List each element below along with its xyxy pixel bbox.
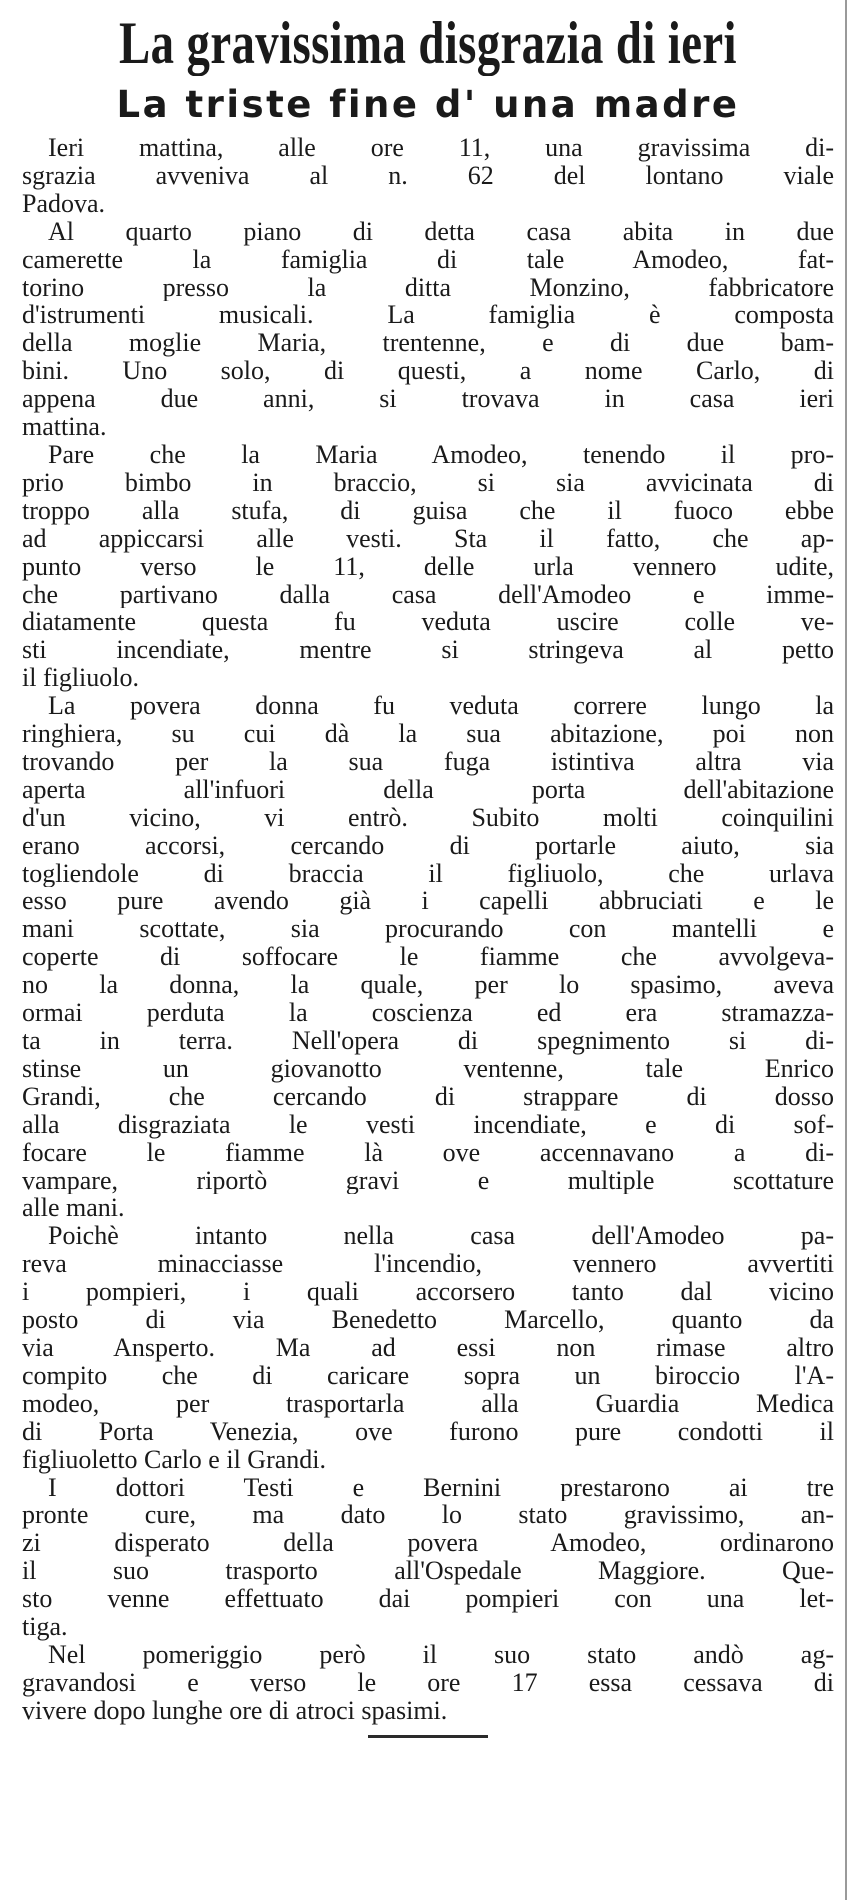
text-line: tiga. [22, 1613, 68, 1641]
text-line: alle mani. [22, 1194, 125, 1223]
text-line: d'istrumenti musicali. La famiglia è composta [22, 301, 834, 330]
article-paragraph [22, 1641, 834, 1725]
column-rule [845, 0, 847, 1900]
text-line: diatamente questa fu veduta uscire colle ve- [22, 608, 834, 637]
text-line: erano accorsi, cercando di portarle aiuto, sia [22, 831, 834, 860]
text-line: i pompieri, i quali accorsero tanto dal vicino [22, 1278, 834, 1307]
text-line: mattina. [22, 413, 107, 441]
text-line: ta in terra. Nell'opera di spegnimento si di- [22, 1027, 834, 1055]
text-line: aperta all'infuori della porta dell'abitazione [22, 775, 834, 804]
text-line: Grandi, che cercando di strappare di dosso [22, 1082, 834, 1111]
text-line: prio bimbo in braccio, si sia avvicinata di [22, 468, 834, 497]
text-line: Poichè intanto nella casa dell'Amodeo pa- [48, 1222, 834, 1251]
text-line: Pare che la Maria Amodeo, tenendo il pro- [48, 440, 834, 469]
article-paragraph [22, 1474, 834, 1641]
text-line: trovando per la sua fuga istintiva altra via [22, 747, 834, 776]
text-line: posto di via Benedetto Marcello, quanto da [22, 1306, 834, 1334]
text-line: camerette la famiglia di tale Amodeo, fat- [22, 245, 834, 274]
text-line: ringhiera, su cui dà la sua abitazione, poi non [22, 720, 834, 748]
newspaper-article [22, 0, 834, 1900]
article-paragraph [22, 218, 834, 441]
article-headline: La gravissima disgrazia di ieri [119, 10, 737, 76]
text-line: il suo trasporto all'Ospedale Maggiore. Que- [22, 1557, 834, 1586]
article-paragraph [22, 692, 834, 1222]
text-line: alla disgraziata le vesti incendiate, e di sof- [22, 1110, 834, 1139]
text-line: vivere dopo lunghe ore di atroci spasimi. [22, 1696, 448, 1725]
text-line: togliendole di braccia il figliuolo, che urlava [22, 859, 834, 888]
text-line: vampare, riportò gravi e multiple scottature [22, 1166, 834, 1195]
text-line: Ieri mattina, alle ore 11, una gravissima di- [48, 134, 834, 162]
text-line: reva minacciasse l'incendio, vennero avvertiti [22, 1250, 834, 1279]
text-line: appena due anni, si trovava in casa ieri [22, 385, 834, 414]
text-line: esso pure avendo già i capelli abbruciati e le [22, 887, 834, 916]
text-line: compito che di caricare sopra un biroccio l'A- [22, 1361, 834, 1390]
text-line: Nel pomeriggio però il suo stato andò ag- [48, 1640, 834, 1669]
text-line: il figliuolo. [22, 664, 139, 693]
text-line: via Ansperto. Ma ad essi non rimase altro [22, 1333, 834, 1362]
text-line: La povera donna fu veduta correre lungo la [48, 692, 834, 721]
text-line: d'un vicino, vi entrò. Subito molti coinquilini [22, 803, 834, 832]
text-line: di Porta Venezia, ove furono pure condotti il [22, 1417, 834, 1446]
text-line: gravandosi e verso le ore 17 essa cessava di [22, 1668, 834, 1697]
text-line: sgrazia avveniva al n. 62 del lontano viale [22, 161, 834, 190]
text-line: modeo, per trasportarla alla Guardia Medica [22, 1389, 834, 1418]
article-body [22, 134, 834, 1725]
text-line: mani scottate, sia procurando con mantelli e [22, 915, 834, 944]
text-line: Padova. [22, 189, 106, 218]
text-line: troppo alla stufa, di guisa che il fuoco ebbe [22, 496, 834, 525]
article-paragraph [22, 134, 834, 218]
text-line: punto verso le 11, delle urla vennero udite, [22, 552, 834, 581]
text-line: stinse un giovanotto ventenne, tale Enrico [22, 1054, 834, 1083]
text-line: che partivano dalla casa dell'Amodeo e imme- [22, 580, 834, 609]
text-line: focare le fiamme là ove accennavano a di- [22, 1138, 834, 1167]
text-line: bini. Uno solo, di questi, a nome Carlo, di [22, 357, 834, 386]
text-line: sto venne effettuato dai pompieri con una let- [22, 1585, 834, 1614]
text-line: pronte cure, ma dato lo stato gravissimo, an- [22, 1501, 834, 1530]
text-line: no la donna, la quale, per lo spasimo, aveva [22, 971, 834, 1000]
article-paragraph [22, 1222, 834, 1473]
article-subheadline: La triste fine d' una madre [116, 83, 740, 126]
end-rule [368, 1735, 488, 1738]
text-line: ormai perduta la coscienza ed era stramazza- [22, 999, 834, 1027]
text-line: ad appiccarsi alle vesti. Sta il fatto, che ap- [22, 524, 834, 553]
text-line: torino presso la ditta Monzino, fabbricatore [22, 273, 834, 302]
text-line: zi disperato della povera Amodeo, ordinarono [22, 1529, 834, 1558]
text-line: della moglie Maria, trentenne, e di due bam- [22, 329, 834, 358]
text-line: figliuoletto Carlo e il Grandi. [22, 1445, 326, 1474]
text-line: I dottori Testi e Bernini prestarono ai tre [48, 1473, 834, 1502]
text-line: coperte di soffocare le fiamme che avvolgeva- [22, 943, 834, 972]
article-paragraph [22, 441, 834, 692]
text-line: sti incendiate, mentre si stringeva al petto [22, 636, 834, 665]
text-line: Al quarto piano di detta casa abita in due [48, 217, 834, 246]
